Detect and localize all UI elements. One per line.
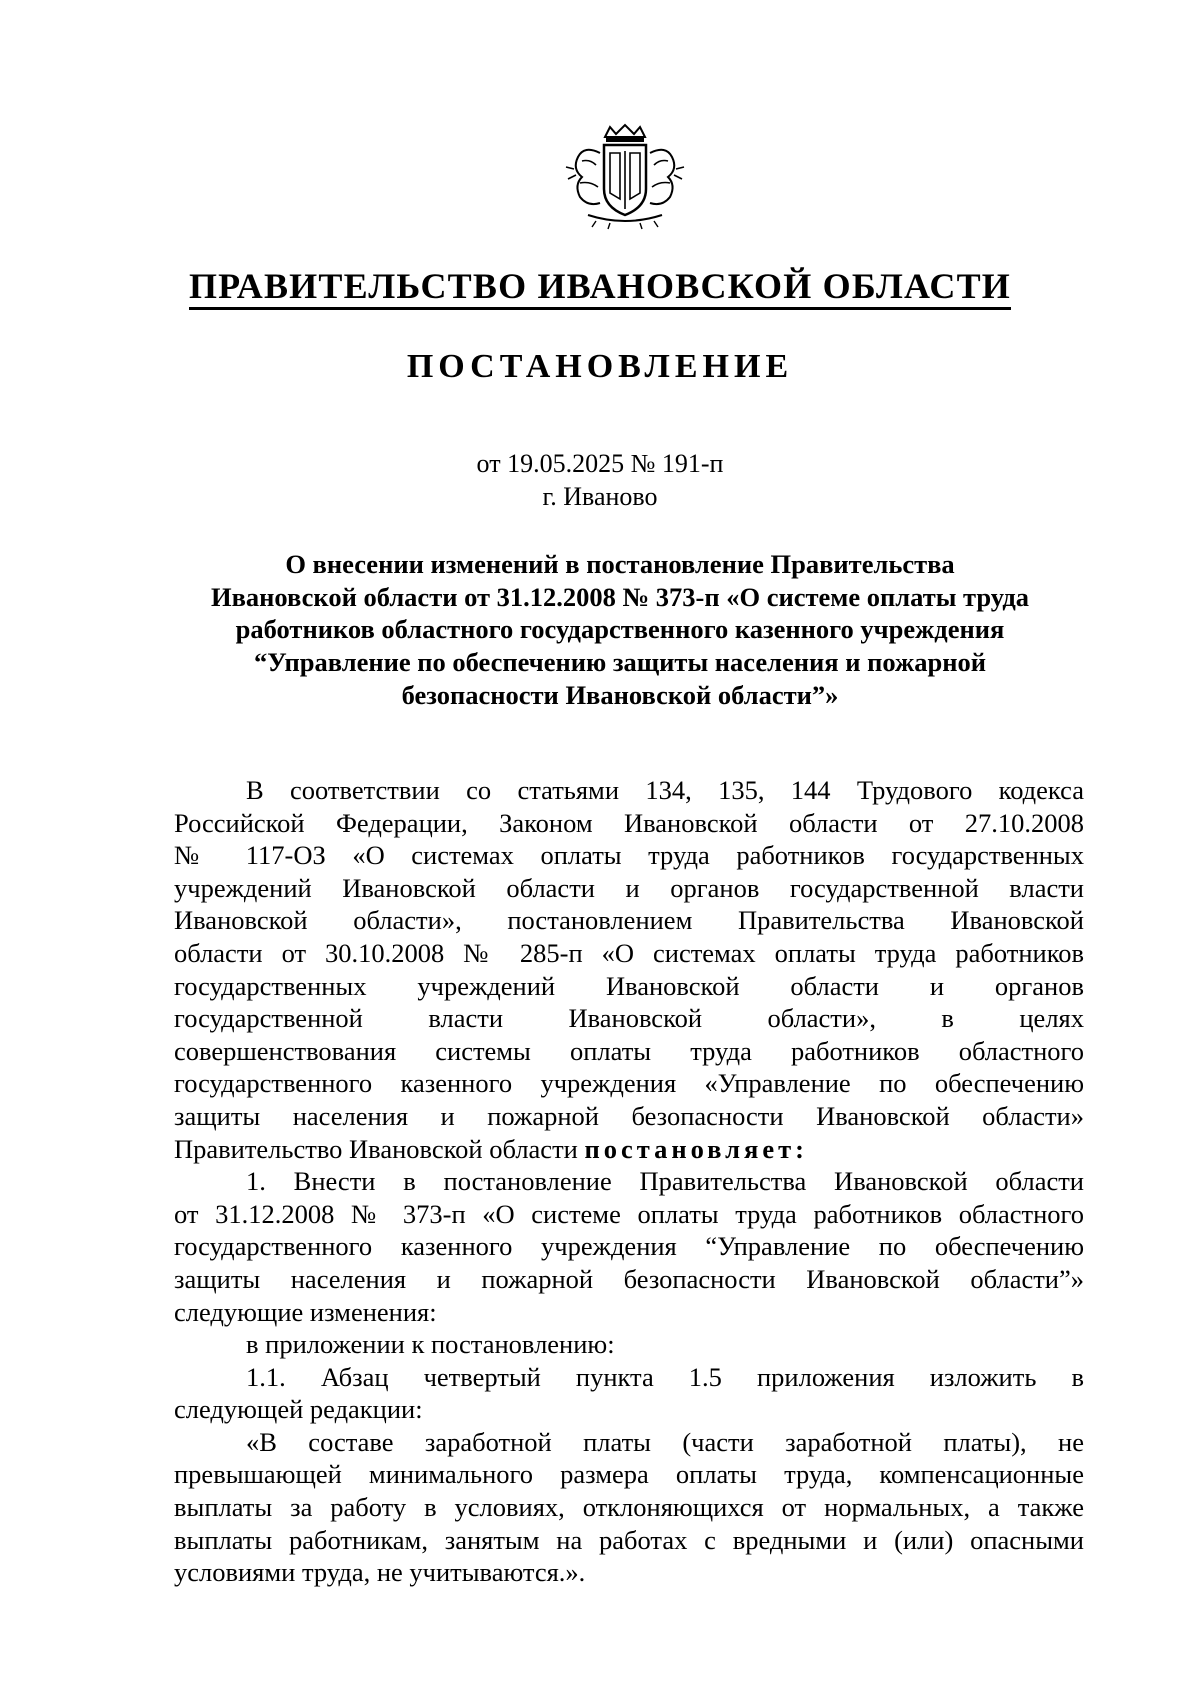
body-line: государственных учреждений Ивановской области и органов (174, 970, 1084, 1001)
resolves-line (174, 1133, 1084, 1166)
body-line: от 31.12.2008 № 373-п «О системе оплаты труда работников областного (174, 1198, 1084, 1229)
annex-line: в приложении к постановлению: (246, 1329, 615, 1360)
body-line: Ивановской области», постановлением Правительства Ивановской (174, 905, 1084, 936)
city: г. Иваново (542, 482, 658, 511)
body-line: 1.1. Абзац четвертый пункта 1.5 приложения изложить в (246, 1361, 1084, 1392)
resolves-word: постановляет: (584, 1133, 808, 1164)
quote-line: превышающей минимального размера оплаты труда, компенсационные (174, 1459, 1084, 1490)
body-line: учреждений Ивановской области и органов государственной власти (174, 872, 1084, 903)
body-line: 1. Внести в постановление Правительства Ивановской области (246, 1166, 1084, 1197)
document-type: ПОСТАНОВЛЕНИЕ (406, 348, 794, 385)
subject-line: О внесении изменений в постановление Правительства (285, 549, 955, 579)
date-number: от 19.05.2025 № 191-п (476, 449, 724, 478)
body-line: следующей редакции: (174, 1394, 423, 1425)
body-line: области от 30.10.2008 № 285-п «О системах оплаты труда работников (174, 937, 1084, 968)
government-title-text: ПРАВИТЕЛЬСТВО ИВАНОВСКОЙ ОБЛАСТИ (189, 266, 1011, 310)
body-line: защиты населения и пожарной безопасности Ивановской области» (174, 1100, 1084, 1131)
document-body (174, 774, 1084, 1589)
body-line: государственного казенного учреждения “Управление по обеспечению (174, 1231, 1084, 1262)
subject-line: безопасности Ивановской области”» (401, 679, 839, 710)
body-line: № 117-ОЗ «О системах оплаты труда работников государственных (174, 840, 1084, 871)
body-line: Российской Федерации, Законом Ивановской области от 27.10.2008 (174, 807, 1084, 838)
body-line: В соответствии со статьями 134, 135, 144 Трудового кодекса (246, 775, 1084, 805)
document-meta (0, 447, 1200, 513)
government-title (0, 263, 1200, 309)
quote-line: выплаты за работу в условиях, отклоняющихся от нормальных, а также (174, 1492, 1084, 1523)
subject-line: Ивановской области от 31.12.2008 № 373-п «О системе оплаты труда (210, 581, 1029, 612)
subject-line: работников областного государственного казенного учреждения (235, 614, 1005, 645)
body-line: совершенствования системы оплаты труда работников областного (174, 1035, 1084, 1066)
resolves-prefix: Правительство Ивановской области (174, 1133, 578, 1164)
body-line: государственной власти Ивановской области», в целях (174, 1003, 1084, 1034)
coat-of-arms-emblem (560, 123, 690, 231)
quote-line: условиями труда, не учитываются.». (174, 1557, 586, 1588)
quote-line: выплаты работникам, занятым на работах с вредными и (или) опасными (174, 1524, 1084, 1555)
subject-line: “Управление по обеспечению защиты населения и пожарной (253, 647, 987, 678)
body-line: следующие изменения: (174, 1296, 437, 1327)
body-line: государственного казенного учреждения «Управление по обеспечению (174, 1068, 1084, 1099)
body-line: защиты населения и пожарной безопасности Ивановской области”» (174, 1263, 1084, 1294)
quote-line: «В составе заработной платы (части заработной платы), не (246, 1426, 1084, 1457)
document-subject (180, 548, 1060, 712)
